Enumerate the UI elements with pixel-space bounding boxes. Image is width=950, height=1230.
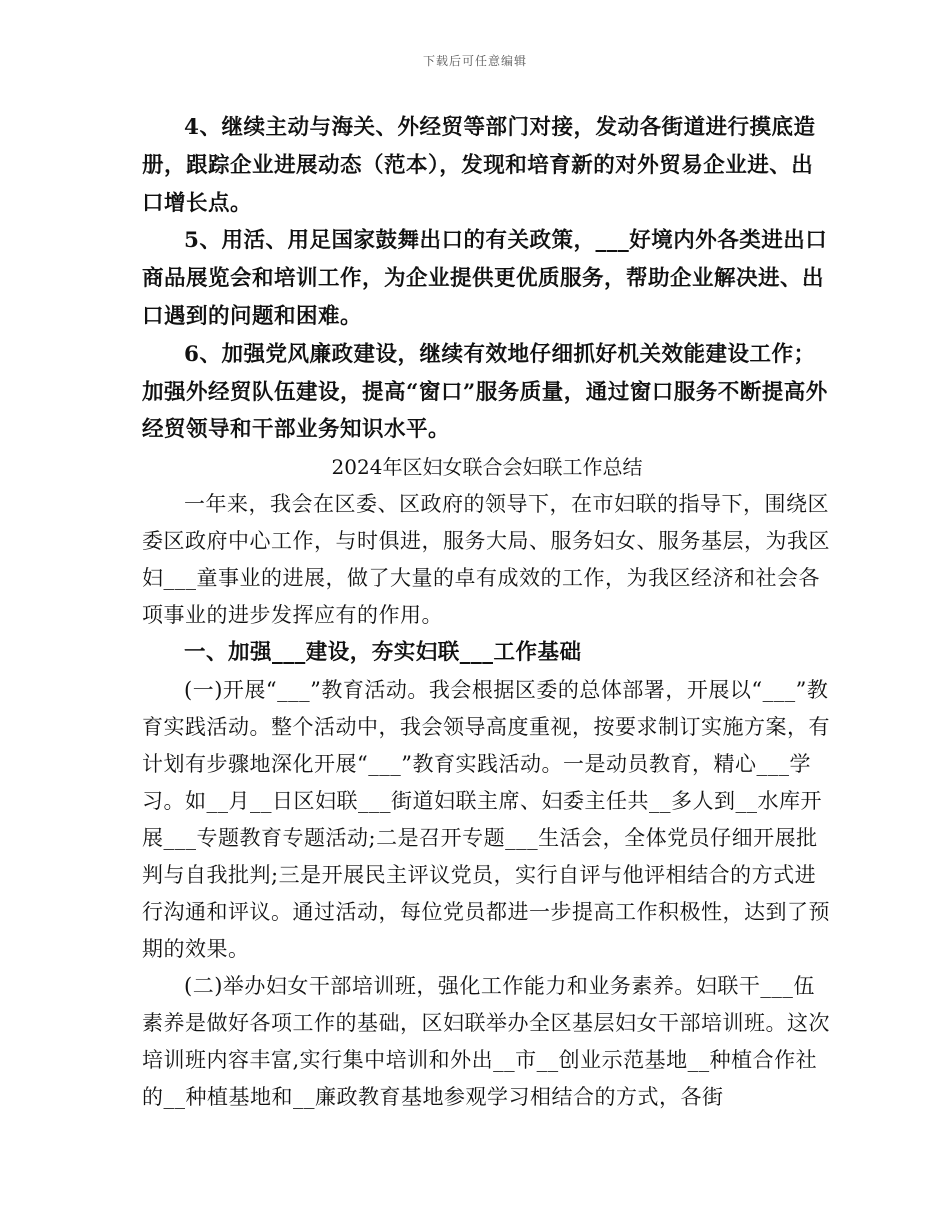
section1-paragraph-2: (二)举办妇女干部培训班，强化工作能力和业务素养。妇联干___伍素养是做好各项工作的基础，区妇联举办全区基层妇女干部培训班。这次培训班内容丰富,实行集中培训和外出__市__创业示范基地__种植合作社的__种植基地和__廉政教育基地参观学习相结合的方式，各街 <box>142 973 830 1109</box>
paragraph-item-5: 5、用活、用足国家鼓舞出口的有关政策，___好境内外各类进出口商品展览会和培训工作，为企业提供更优质服务，帮助企业解决进、出口遇到的问题和困难。 <box>142 228 828 329</box>
intro-paragraph: 一年来，我会在区委、区政府的领导下，在市妇联的指导下，围绕区委区政府中心工作，与时俱进，服务大局、服务妇女、服务基层，为我区妇___童事业的进展，做了大量的卓有成效的工作，为我区经济和社会各项事业的进步发挥应有的作用。 <box>142 492 830 628</box>
document-body <box>142 109 832 1116</box>
page-header-note: 下载后可任意编辑 <box>422 54 527 68</box>
paragraph-item-4: 4、继续主动与海关、外经贸等部门对接，发动各街道进行摸底造册，跟踪企业进展动态（范本），发现和培育新的对外贸易企业进、出口增长点。 <box>142 115 816 216</box>
section-heading-1: 一、加强___建设，夯实妇联___工作基础 <box>184 640 582 666</box>
document-title: 2024年区妇女联合会妇联工作总结 <box>331 455 643 480</box>
paragraph-item-6: 6、加强党风廉政建设，继续有效地仔细抓好机关效能建设工作；加强外经贸队伍建设，提高“窗口”服务质量，通过窗口服务不断提高外经贸领导和干部业务知识水平。 <box>142 341 828 443</box>
section1-paragraph-1: (一)开展“___”教育活动。我会根据区委的总体部署，开展以“___”教育实践活动。整个活动中，我会领导高度重视，按要求制订实施方案，有计划有步骤地深化开展“___”教育实践活动。一是动员教育，精心___学习。如__月__日区妇联___街道妇联主席、妇委主任共__多人到__水库开展___专题教育专题活动;二是召开专题___生活会，全体党员仔细开展批判与自我批判;三是开展民主评议党员，实行自评与他评相结合的方式进行沟通和评议。通过活动，每位党员都进一步提高工作积极性，达到了预期的效果。 <box>142 677 830 961</box>
